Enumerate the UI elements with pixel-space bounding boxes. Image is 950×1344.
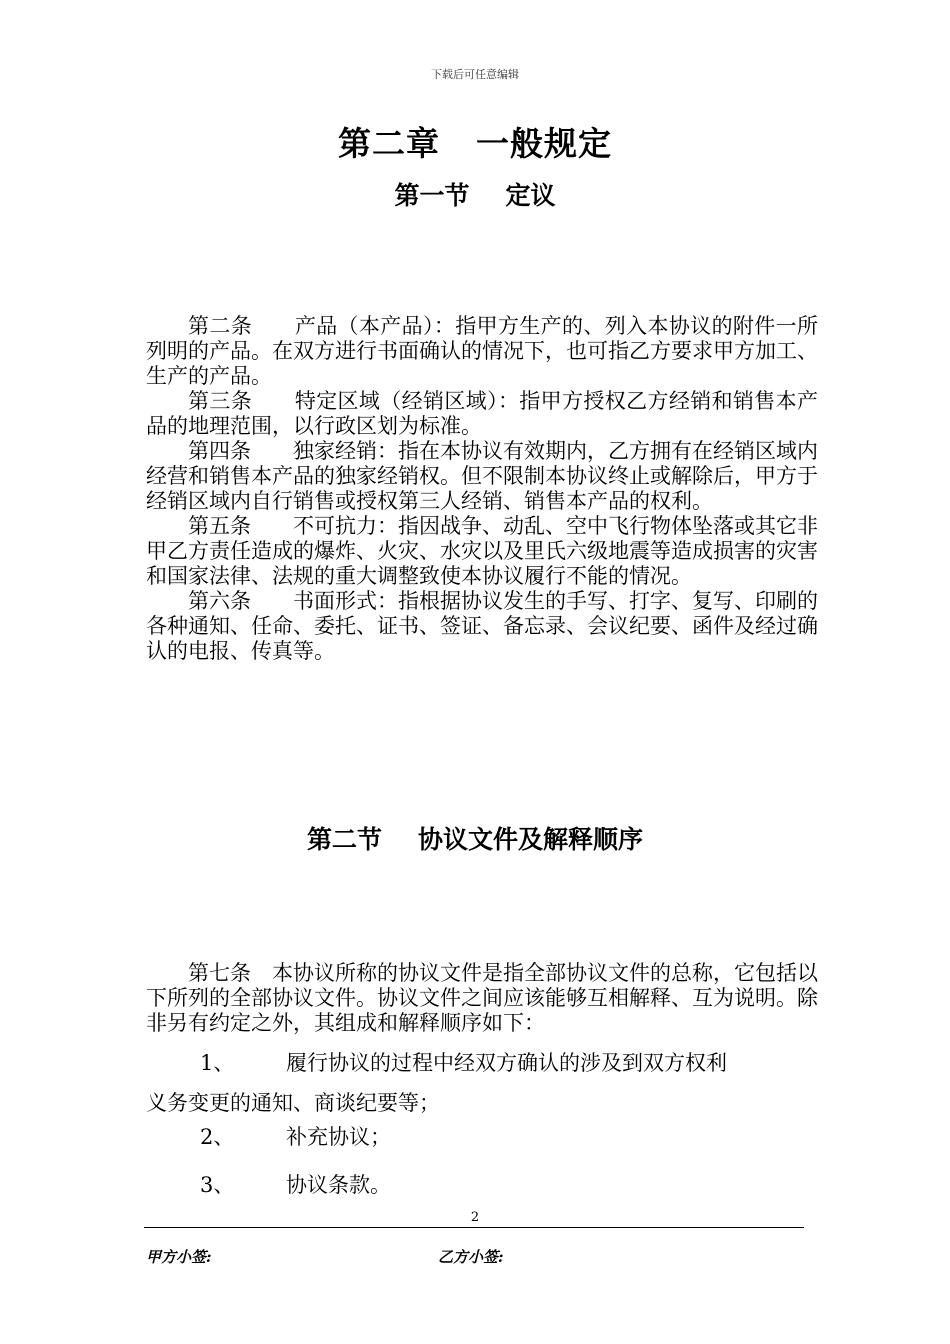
list-text: 履行协议的过程中经双方确认的涉及到双方权利 xyxy=(286,1051,727,1075)
article-5 xyxy=(146,514,818,589)
header-note: 下载后可任意编辑 xyxy=(431,68,519,81)
article-text: 不可抗力：指因战争、动乱、空中飞行物体坠落或其它非甲乙方责任造成的爆炸、火灾、水灾以及里氏六级地震等造成损害的灾害和国家法律、法规的重大调整致使本协议履行不能的情况。 xyxy=(146,514,818,588)
list-index: 2、 xyxy=(200,1125,235,1149)
article-text: 特定区域（经销区域）：指甲方授权乙方经销和销售本产品的地理范围，以行政区划为标准。 xyxy=(146,389,819,438)
list-text: 协议条款。 xyxy=(286,1173,391,1197)
list-index: 3、 xyxy=(200,1173,235,1197)
section-title-1 xyxy=(0,176,950,212)
list-index: 1、 xyxy=(200,1051,235,1075)
article-text: 本协议所称的协议文件是指全部协议文件的总称，它包括以下所列的全部协议文件。协议文件之间应该能够互相解释、互为说明。除非另有约定之外，其组成和解释顺序如下： xyxy=(146,961,818,1035)
article-label: 第三条 xyxy=(188,389,253,413)
section-number: 第二节 xyxy=(306,825,382,854)
section-title-2 xyxy=(0,820,950,856)
article-label: 第五条 xyxy=(188,514,251,538)
chapter-title xyxy=(0,118,950,165)
list-text: 补充协议； xyxy=(286,1125,391,1149)
article-7 xyxy=(146,961,818,1036)
article-text: 书面形式：指根据协议发生的手写、打字、复写、印刷的各种通知、任命、委托、证书、签证、备忘录、会议纪要、函件及经过确认的电报、传真等。 xyxy=(146,589,818,663)
article-2 xyxy=(146,314,818,389)
article-4 xyxy=(146,439,818,514)
section-number: 第一节 xyxy=(394,181,470,210)
list-item-1 xyxy=(146,1042,818,1122)
section-name: 定议 xyxy=(505,181,556,210)
list-continuation: 义务变更的通知、商谈纪要等； xyxy=(146,1091,440,1115)
section-name: 协议文件及解释顺序 xyxy=(418,825,644,854)
article-label: 第六条 xyxy=(188,589,251,613)
definitions-body xyxy=(146,314,818,664)
article-label: 第四条 xyxy=(188,439,251,463)
article-label: 第七条 xyxy=(188,961,251,985)
documents-body xyxy=(146,961,818,1036)
party-a-signature-label: 甲方小签: xyxy=(146,1248,212,1266)
chapter-name: 一般规定 xyxy=(476,124,612,163)
article-3 xyxy=(146,389,818,439)
page-number: 2 xyxy=(470,1210,480,1225)
footer-divider xyxy=(144,1227,804,1228)
list-item-3 xyxy=(146,1164,818,1206)
chapter-number: 第二章 xyxy=(338,124,440,163)
party-b-signature-label: 乙方小签: xyxy=(438,1248,504,1266)
article-text: 产品（本产品）：指甲方生产的、列入本协议的附件一所列明的产品。在双方进行书面确认的情况下，也可指乙方要求甲方加工、生产的产品。 xyxy=(146,314,819,388)
article-6 xyxy=(146,589,818,664)
list-item-2 xyxy=(146,1116,818,1158)
article-label: 第二条 xyxy=(188,314,253,338)
article-text: 独家经销：指在本协议有效期内，乙方拥有在经销区域内经营和销售本产品的独家经销权。但不限制本协议终止或解除后，甲方于经销区域内自行销售或授权第三人经销、销售本产品的权利。 xyxy=(146,439,818,513)
